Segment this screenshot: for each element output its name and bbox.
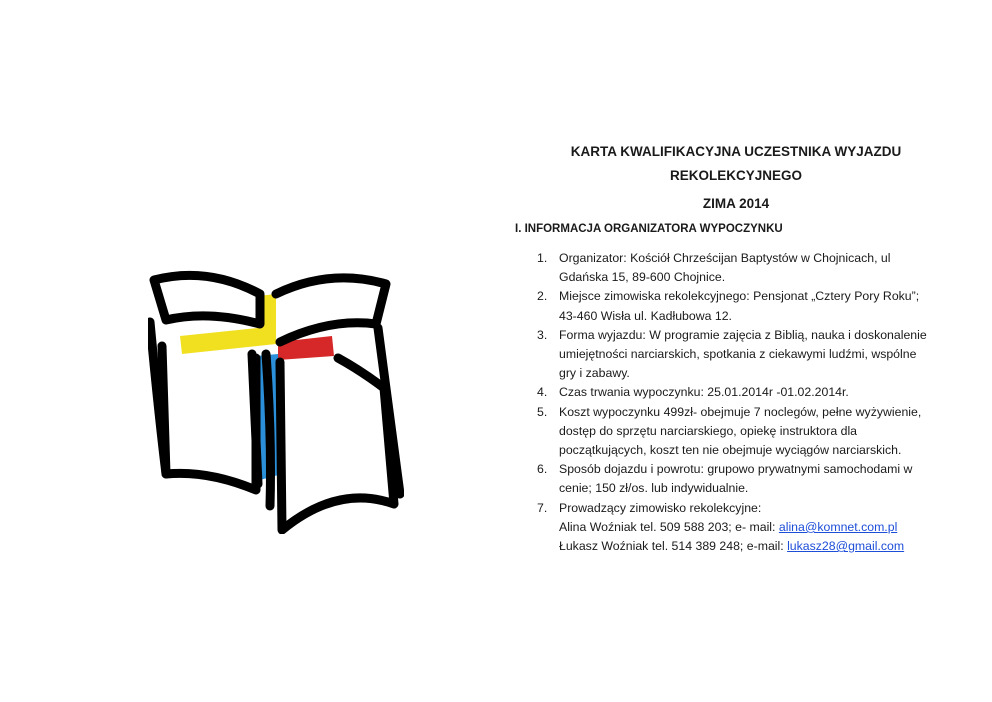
list-number: 7.	[537, 500, 548, 515]
contact-person: Łukasz Woźniak tel. 514 389 248; e-mail:	[559, 539, 788, 554]
list-item-text: Forma wyjazdu: W programie zajęcia z Biblią, nauka i doskonalenie umiejętności narciarskich, spotkania z ciekawymi ludźmi, wspólne gry i zabawy.	[559, 327, 927, 381]
contact-person: Alina Woźniak tel. 509 588 203; e- mail:	[559, 519, 779, 534]
list-item-text: Miejsce zimowiska rekolekcyjnego: Pensjonat „Cztery Pory Roku”; 43-460 Wisła ul. Kadłubowa 12.	[559, 289, 920, 323]
email-link[interactable]: lukasz28@gmail.com	[787, 539, 905, 554]
list-item	[515, 383, 935, 402]
list-number: 5.	[537, 404, 548, 419]
list-item	[515, 460, 935, 498]
list-number: 6.	[537, 462, 548, 477]
list-item	[515, 499, 935, 557]
list-item	[515, 403, 935, 461]
open-bible-cross-logo-icon	[148, 258, 404, 534]
list-number: 3.	[537, 327, 548, 342]
list-item-text: Czas trwania wypoczynku: 25.01.2014r -01.02.2014r.	[559, 385, 849, 400]
list-item-text: Sposób dojazdu i powrotu: grupowo prywatnymi samochodami w cenie; 150 zł/os. lub indywidualnie.	[559, 462, 913, 496]
list-item	[515, 326, 935, 384]
info-list	[515, 249, 935, 556]
document-title: KARTA KWALIFIKACYJNA UCZESTNIKA WYJAZDU REKOLEKCYJNEGO	[570, 144, 902, 183]
list-item-text: Prowadzący zimowisko rekolekcyjne:	[559, 500, 762, 515]
list-number: 1.	[537, 251, 548, 265]
list-item	[515, 287, 935, 325]
document-subtitle: ZIMA 2014	[702, 196, 770, 211]
list-item-text: Koszt wypoczynku 499zł- obejmuje 7 noclegów, pełne wyżywienie, dostęp do sprzętu narciarskiego, opiekę instruktora dla początkujących, koszt ten nie obejmuje wyciągów narciarskich.	[559, 404, 922, 458]
list-item	[515, 249, 935, 287]
email-link[interactable]: alina@komnet.com.pl	[778, 519, 898, 534]
list-item-text: Organizator: Kościół Chrześcijan Baptystów w Chojnicach, ul Gdańska 15, 89-600 Chojnice.	[559, 251, 891, 285]
document-body	[515, 140, 935, 556]
list-number: 2.	[537, 289, 548, 304]
section-heading: I. INFORMACJA ORGANIZATORA WYPOCZYNKU	[515, 223, 783, 235]
list-number: 4.	[537, 385, 548, 400]
